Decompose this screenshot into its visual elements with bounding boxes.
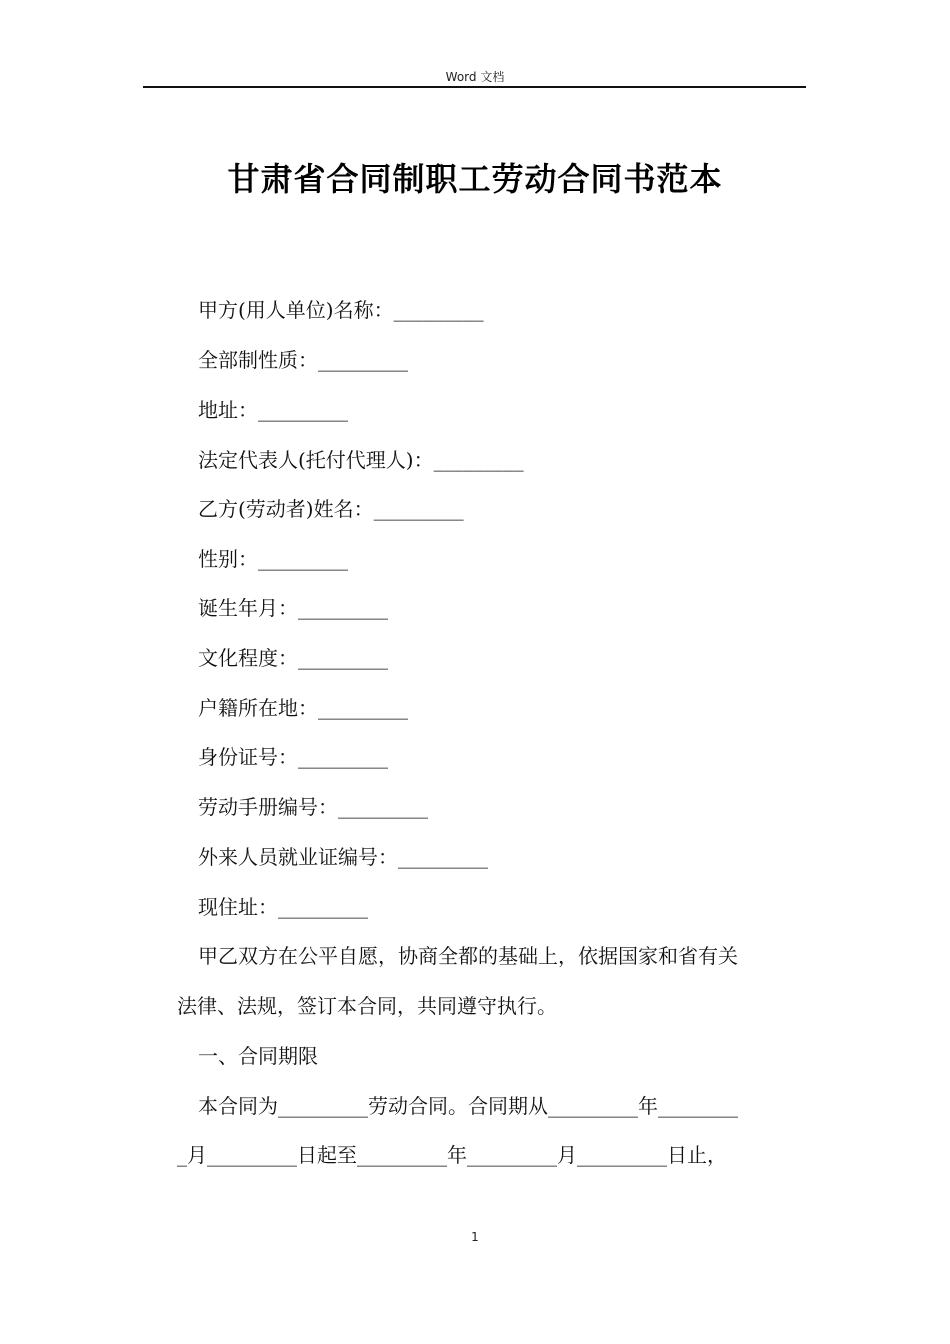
field-employer-name [198, 298, 484, 322]
field-employee-name [198, 497, 464, 521]
intro-paragraph-line-2: 法律、法规，签订本合同，共同遵守执行。 [177, 994, 557, 1018]
field-blank: _________ [318, 348, 408, 372]
field-label: 甲方(用人单位)名称： [198, 298, 394, 322]
field-label: 诞生年月： [198, 596, 298, 620]
field-blank: _________ [298, 646, 388, 670]
contract-term-line-2: _月_________日起至_________年_________月_________日止， [177, 1143, 727, 1167]
field-labor-handbook-number [198, 795, 428, 819]
field-label: 文化程度： [198, 646, 298, 670]
field-id-number [198, 745, 388, 769]
field-blank: _________ [338, 795, 428, 819]
field-legal-representative [198, 448, 524, 472]
field-household-registration [198, 696, 408, 720]
field-ownership-type [198, 348, 408, 372]
field-gender [198, 547, 348, 571]
field-label: 劳动手册编号： [198, 795, 338, 819]
field-label: 身份证号： [198, 745, 298, 769]
document-title: 甘肃省合同制职工劳动合同书范本 [227, 160, 723, 198]
field-label: 性别： [198, 547, 258, 571]
header-divider [143, 86, 806, 88]
field-blank: _________ [318, 696, 408, 720]
field-label: 户籍所在地： [198, 696, 318, 720]
field-label: 乙方(劳动者)姓名： [198, 497, 374, 521]
field-blank: _________ [258, 547, 348, 571]
field-label: 全部制性质： [198, 348, 318, 372]
field-blank: _________ [398, 845, 488, 869]
field-blank: _________ [433, 448, 524, 472]
field-work-permit-number [198, 845, 488, 869]
field-label: 外来人员就业证编号： [198, 845, 398, 869]
field-blank: _________ [373, 497, 464, 521]
field-blank: _________ [393, 298, 484, 322]
field-birth-date [198, 596, 388, 620]
page-number: 1 [471, 1230, 479, 1244]
intro-paragraph-line-1: 甲乙双方在公平自愿，协商全都的基础上，依据国家和省有关 [198, 944, 738, 968]
field-current-address [198, 895, 368, 919]
field-blank: _________ [298, 745, 388, 769]
page-header-text: Word 文档 [445, 70, 505, 84]
contract-term-line-1: 本合同为_________劳动合同。合同期从_________年________ [198, 1094, 738, 1118]
field-blank: _________ [278, 895, 368, 919]
field-label: 法定代表人(托付代理人)： [198, 448, 434, 472]
field-blank: _________ [258, 398, 348, 422]
field-label: 地址： [198, 398, 258, 422]
field-address [198, 398, 348, 422]
field-education [198, 646, 388, 670]
field-label: 现住址： [198, 895, 278, 919]
section-heading-contract-term: 一、合同期限 [198, 1044, 318, 1068]
field-blank: _________ [298, 596, 388, 620]
